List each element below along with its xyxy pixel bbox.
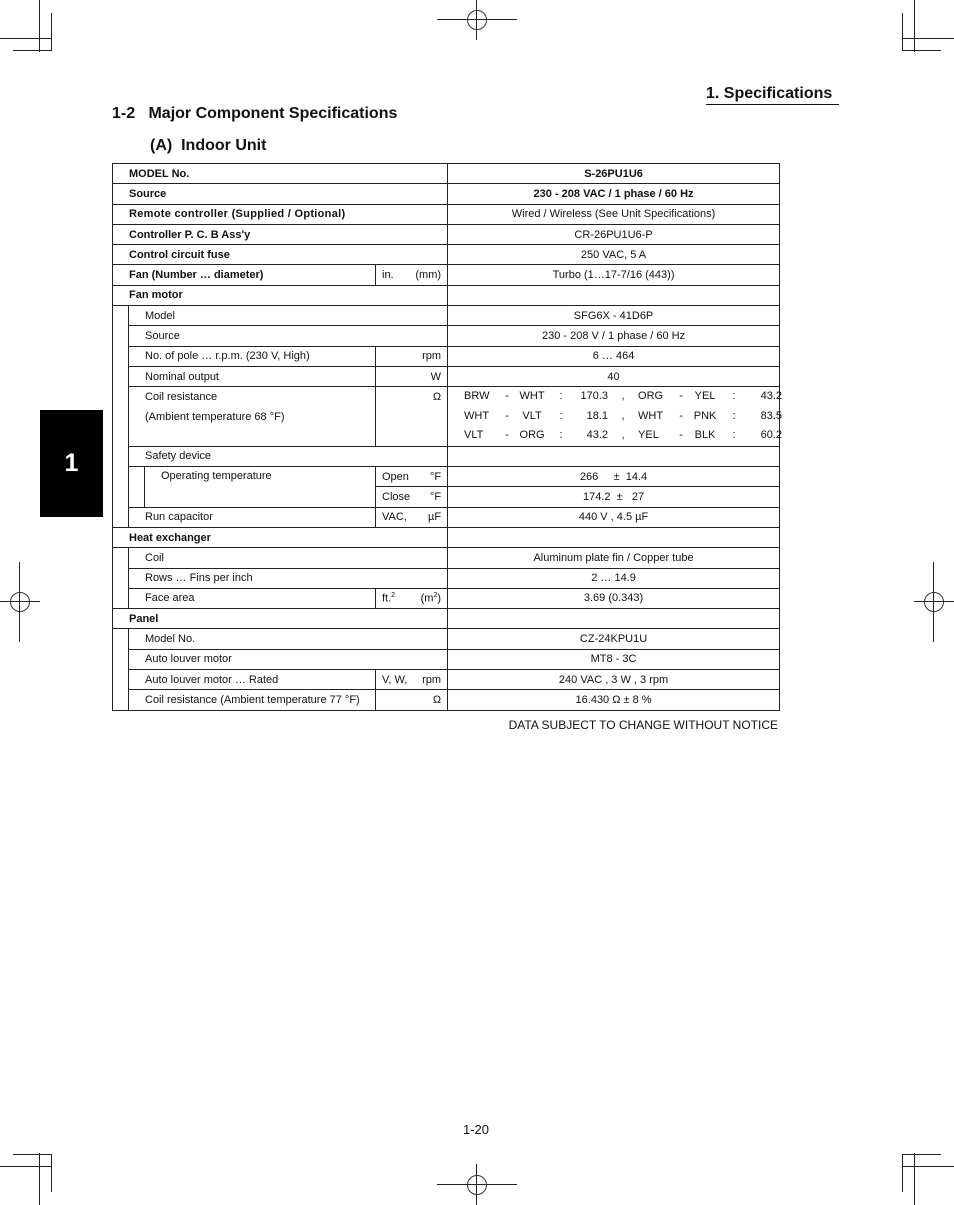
registration-mark	[437, 1184, 517, 1185]
coil-resistance-cell: PNK	[693, 409, 717, 422]
coil-resistance-cell: -	[679, 409, 683, 422]
table-row	[113, 326, 780, 346]
coil-resistance-cell: BLK	[694, 429, 716, 442]
p-rated-label: Auto louver motor … Rated	[129, 670, 376, 690]
fm-pole-value: 6 … 464	[448, 346, 780, 366]
table-row	[113, 588, 780, 608]
fm-source-label: Source	[129, 326, 448, 346]
hx-face-label: Face area	[129, 588, 376, 608]
remote-value: Wired / Wireless (See Unit Specifications)	[448, 204, 780, 224]
source-label: Source	[113, 184, 448, 204]
coil-resistance-cell: YEL	[694, 390, 716, 403]
crop-mark	[0, 1166, 52, 1167]
fm-output-unit: W	[376, 366, 448, 386]
p-model-label: Model No.	[129, 629, 448, 649]
fm-output-value: 40	[448, 366, 780, 386]
registration-mark	[437, 19, 517, 20]
table-row	[113, 224, 780, 244]
table-row	[113, 629, 780, 649]
source-value: 230 - 208 VAC / 1 phase / 60 Hz	[448, 184, 780, 204]
registration-mark	[0, 601, 40, 602]
coil-resistance-cell: ORG	[519, 429, 545, 442]
coil-resistance-values	[448, 387, 783, 447]
table-row	[113, 204, 780, 224]
sub-heading: (A) Indoor Unit	[150, 137, 267, 154]
coil-resistance-cell: BRW	[464, 390, 490, 403]
op-temp-label: Operating temperature	[145, 467, 376, 508]
coil-resistance-cell: ,	[621, 409, 625, 422]
crop-mark	[902, 50, 941, 51]
page-number: 1-20	[463, 1122, 490, 1137]
crop-mark	[0, 38, 52, 39]
fm-source-value: 230 - 208 V / 1 phase / 60 Hz	[448, 326, 780, 346]
hx-rows-label: Rows … Fins per inch	[129, 568, 448, 588]
hx-face-value: 3.69 (0.343)	[448, 588, 780, 608]
fm-output-label: Nominal output	[129, 366, 376, 386]
coil-resistance-cell: WHT	[464, 409, 490, 422]
crop-mark	[51, 13, 52, 51]
fan-unit: in. (mm)	[376, 265, 448, 285]
table-row	[113, 346, 780, 366]
crop-mark	[902, 1154, 941, 1155]
coil-resistance-cell: :	[559, 409, 563, 422]
registration-mark	[467, 1175, 487, 1195]
coil-resistance-cell: :	[559, 390, 563, 403]
spec-table	[112, 163, 783, 711]
remote-label: Remote controller (Supplied / Optional)	[113, 204, 448, 224]
table-row	[113, 446, 780, 466]
coil-resistance-cell: -	[505, 409, 509, 422]
table-row	[113, 184, 780, 204]
crop-mark	[902, 13, 903, 51]
p-coil-value: 16.430 Ω ± 8 %	[448, 690, 780, 710]
coil-resistance-cell: 170.3	[580, 390, 609, 403]
registration-mark	[933, 562, 934, 642]
coil-resistance-cell: -	[505, 390, 509, 403]
coil-resistance-cell: VLT	[464, 429, 484, 442]
coil-resistance-cell: YEL	[638, 429, 659, 442]
table-row	[113, 507, 780, 527]
p-rated-unit: V, W, rpm	[376, 670, 448, 690]
table-row	[113, 467, 780, 487]
table-row	[113, 245, 780, 265]
crop-mark	[39, 1153, 40, 1205]
table-row	[113, 527, 780, 547]
open-unit: Open °F	[376, 467, 448, 487]
fm-pole-unit: rpm	[376, 346, 448, 366]
table-row	[113, 285, 780, 305]
fuse-label: Control circuit fuse	[113, 245, 448, 265]
p-coil-label: Coil resistance (Ambient temperature 77 °F)	[129, 690, 376, 710]
coil-resistance-cell: :	[732, 390, 736, 403]
coil-resistance-cell: -	[505, 429, 509, 442]
pcb-label: Controller P. C. B Ass'y	[113, 224, 448, 244]
p-louver-value: MT8 - 3C	[448, 649, 780, 669]
pcb-value: CR-26PU1U6-P	[448, 224, 780, 244]
coil-resistance-cell: ,	[621, 390, 625, 403]
coil-resistance-cell: ,	[621, 429, 625, 442]
cap-label: Run capacitor	[129, 507, 376, 527]
safety-label: Safety device	[129, 446, 448, 466]
table-row	[113, 568, 780, 588]
fm-model-value: SFG6X - 41D6P	[448, 306, 780, 326]
change-notice: DATA SUBJECT TO CHANGE WITHOUT NOTICE	[508, 718, 778, 732]
page-heading: 1-2 Major Component Specifications	[112, 105, 398, 122]
table-row	[113, 649, 780, 669]
fm-model-label: Model	[129, 306, 448, 326]
fan-motor-label: Fan motor	[113, 285, 448, 305]
crop-mark	[914, 0, 915, 52]
crop-mark	[13, 50, 52, 51]
table-row	[113, 164, 780, 184]
coil-resistance-cell: -	[679, 390, 683, 403]
fan-label: Fan (Number … diameter)	[113, 265, 376, 285]
table-row	[113, 548, 780, 568]
crop-mark	[902, 1166, 954, 1167]
fuse-value: 250 VAC, 5 A	[448, 245, 780, 265]
table-row	[113, 690, 780, 710]
crop-mark	[51, 1154, 52, 1192]
chapter-tab: 1	[40, 410, 103, 517]
section-title: 1. Specifications	[706, 85, 839, 105]
hx-rows-value: 2 … 14.9	[448, 568, 780, 588]
p-model-value: CZ-24KPU1U	[448, 629, 780, 649]
p-louver-label: Auto louver motor	[129, 649, 448, 669]
crop-mark	[39, 0, 40, 52]
panel-label: Panel	[113, 609, 448, 629]
coil-resistance-cell: 43.2	[760, 390, 783, 403]
fan-value: Turbo (1…17-7/16 (443))	[448, 265, 780, 285]
model-value: S-26PU1U6	[448, 164, 780, 184]
table-row	[113, 670, 780, 690]
hx-label: Heat exchanger	[113, 527, 448, 547]
coil-resistance-cell: -	[679, 429, 683, 442]
coil-resistance-cell: :	[732, 429, 736, 442]
table-row	[113, 366, 780, 386]
crop-mark	[914, 1153, 915, 1205]
registration-mark	[914, 601, 954, 602]
crop-mark	[13, 1154, 52, 1155]
crop-mark	[902, 38, 954, 39]
coil-resistance-cell: 83.5	[760, 409, 783, 422]
registration-mark	[467, 10, 487, 30]
close-value: 174.2 ± 27	[448, 487, 780, 507]
open-value: 266 ± 14.4	[448, 467, 780, 487]
coil-resistance-cell: :	[559, 429, 563, 442]
registration-mark	[19, 562, 20, 642]
coil-resistance-cell: 18.1	[586, 409, 609, 422]
table-row	[113, 387, 780, 447]
table-row	[113, 609, 780, 629]
coil-resistance-cell: WHT	[638, 409, 664, 422]
table-row	[113, 306, 780, 326]
coil-resistance-cell: ORG	[638, 390, 664, 403]
table-row	[113, 265, 780, 285]
registration-mark	[476, 0, 477, 40]
coil-resistance-cell: 60.2	[760, 429, 783, 442]
coil-resistance-cell: WHT	[519, 390, 545, 403]
fm-pole-label: No. of pole … r.p.m. (230 V, High)	[129, 346, 376, 366]
fm-coil-label: Coil resistance (Ambient temperature 68 °F)	[129, 387, 376, 447]
coil-resistance-cell: VLT	[522, 409, 542, 422]
registration-mark	[476, 1164, 477, 1205]
p-rated-value: 240 VAC , 3 W , 3 rpm	[448, 670, 780, 690]
model-label: MODEL No.	[113, 164, 448, 184]
registration-mark	[10, 592, 30, 612]
hx-face-unit: ft.$^2$ $(m^2)$	[376, 588, 448, 608]
crop-mark	[902, 1154, 903, 1192]
close-unit: Close °F	[376, 487, 448, 507]
coil-resistance-cell: 43.2	[586, 429, 609, 442]
p-coil-unit: Ω	[376, 690, 448, 710]
cap-unit: VAC, µF	[376, 507, 448, 527]
hx-coil-value: Aluminum plate fin / Copper tube	[448, 548, 780, 568]
ohm-unit: Ω	[376, 387, 448, 447]
coil-resistance-cell: :	[732, 409, 736, 422]
hx-coil-label: Coil	[129, 548, 448, 568]
cap-value: 440 V , 4.5 µF	[448, 507, 780, 527]
registration-mark	[924, 592, 944, 612]
